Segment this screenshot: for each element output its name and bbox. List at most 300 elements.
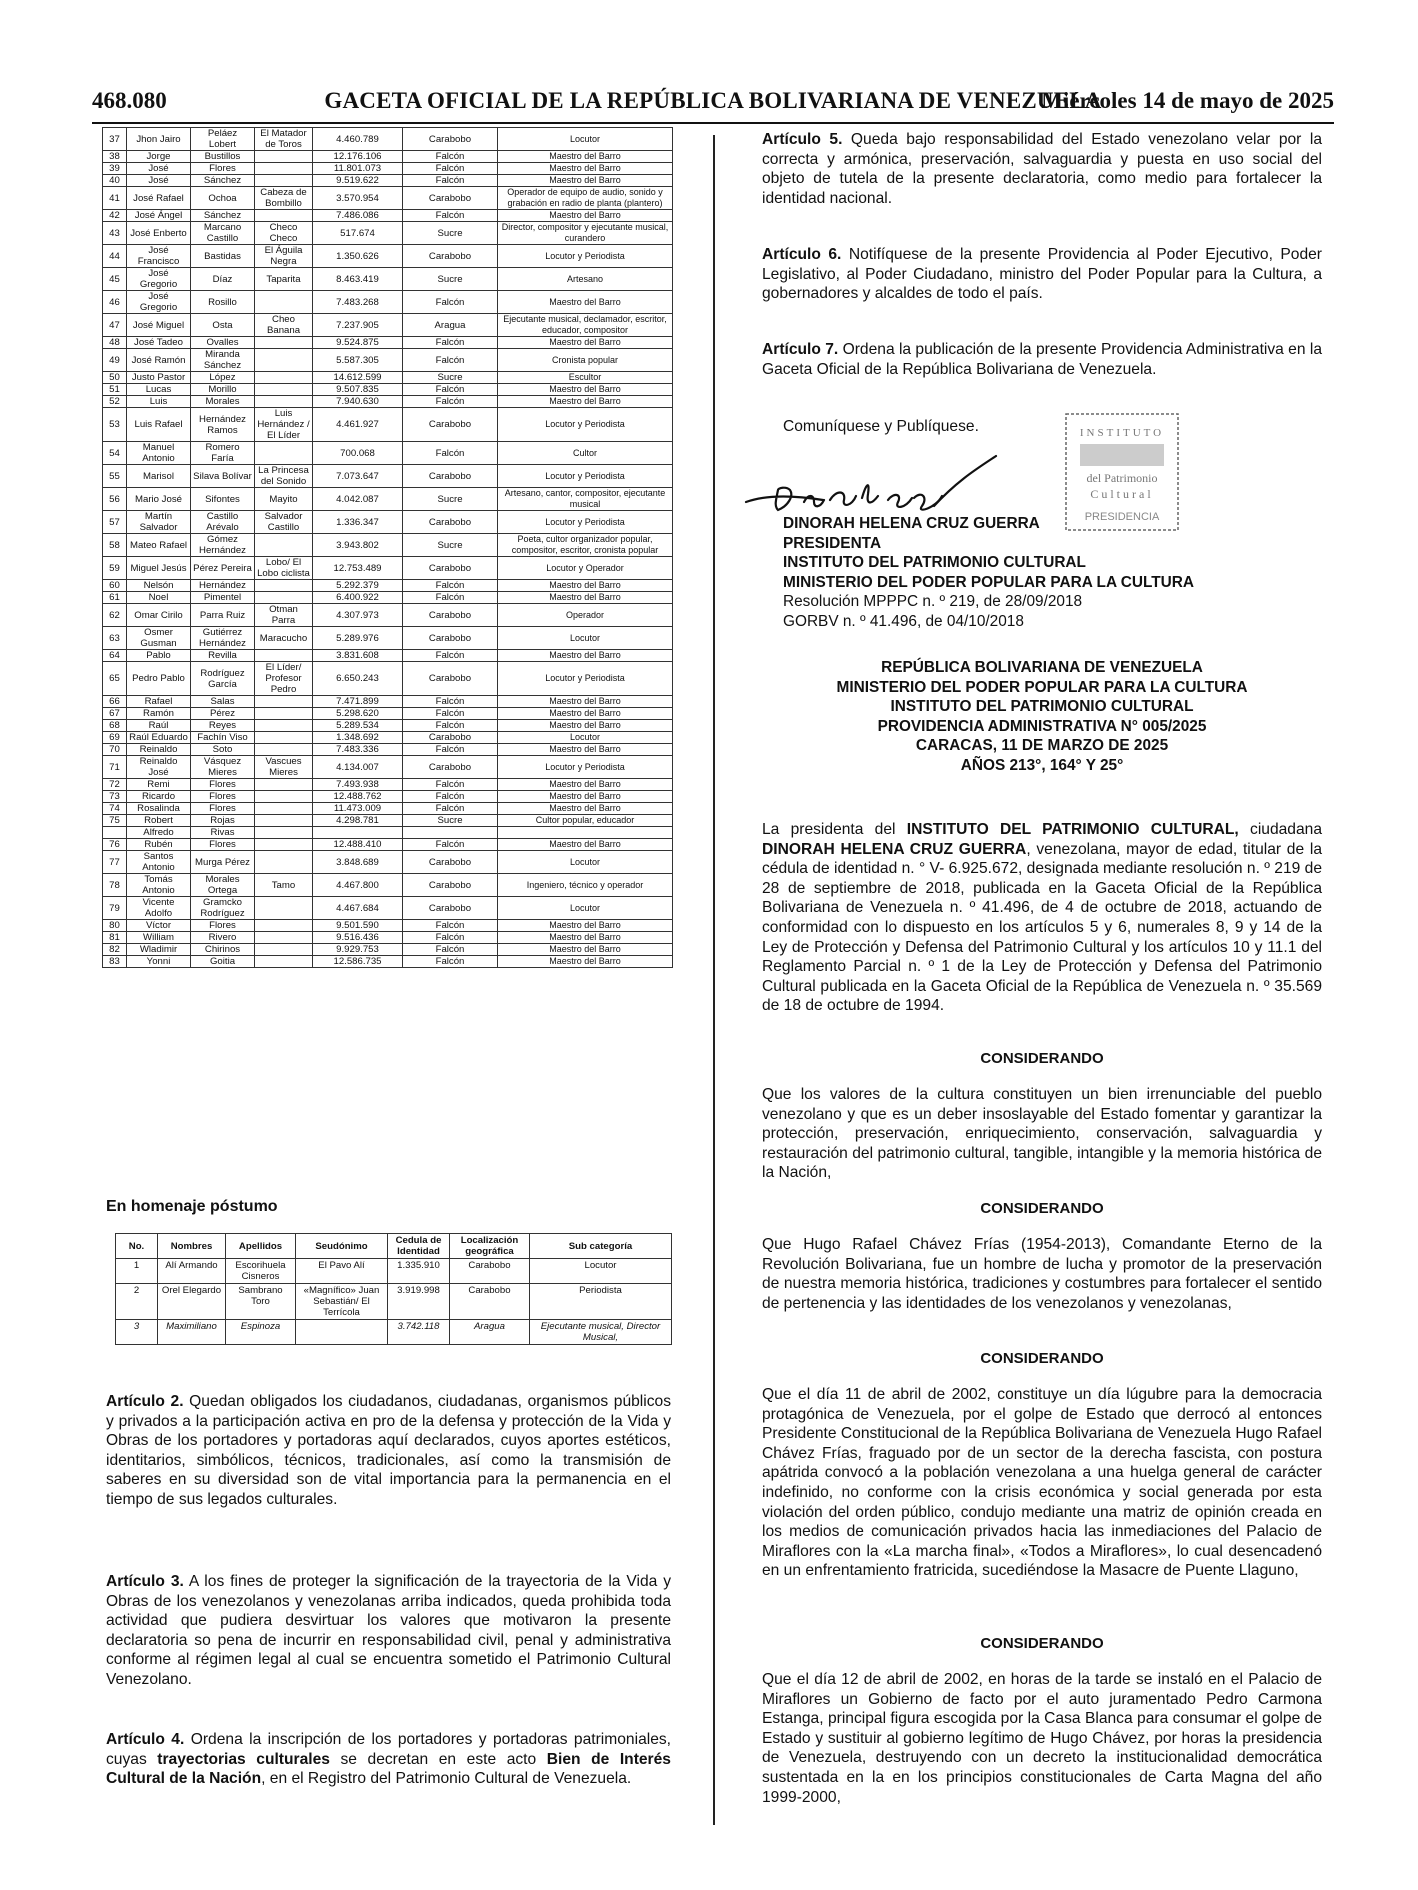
cell-last-names: Hernández Ramos (191, 408, 255, 442)
cell-id-number: 5.289.534 (313, 720, 403, 732)
cell-last-names: Flores (191, 791, 255, 803)
cell-last-names: Goitia (191, 956, 255, 968)
cell-subcategory: Operador (498, 604, 673, 627)
cell-subcategory: Maestro del Barro (498, 839, 673, 851)
cell-first-names: Rubén (127, 839, 191, 851)
cell-subcategory: Locutor y Periodista (498, 408, 673, 442)
cell-row-number: 61 (103, 592, 127, 604)
cell-last-names: Murga Pérez (191, 851, 255, 874)
homenaje-cell: Maximiliano (158, 1320, 226, 1345)
cell-subcategory: Maestro del Barro (498, 744, 673, 756)
cell-id-number: 7.486.086 (313, 210, 403, 222)
page-number: 468.080 (92, 88, 167, 113)
cell-id-number: 6.400.922 (313, 592, 403, 604)
cell-nickname (255, 210, 313, 222)
table-row (103, 349, 673, 372)
cell-subcategory: Maestro del Barro (498, 720, 673, 732)
signature-block (783, 514, 1194, 632)
cell-row-number: 55 (103, 465, 127, 488)
cell-last-names: Gómez Hernández (191, 534, 255, 557)
cell-row-number (103, 827, 127, 839)
cell-row-number: 72 (103, 779, 127, 791)
homenaje-header: Seudónimo (296, 1234, 388, 1259)
cell-subcategory: Maestro del Barro (498, 791, 673, 803)
cell-first-names: Rafael (127, 696, 191, 708)
cell-subcategory: Maestro del Barro (498, 151, 673, 163)
cell-subcategory: Locutor (498, 627, 673, 650)
table-row (103, 408, 673, 442)
table-row (103, 245, 673, 268)
cell-first-names: Reinaldo José (127, 756, 191, 779)
cell-nickname (255, 291, 313, 314)
article-3: Artículo 3. A los fines de proteger la significación de la trayectoria de la Vida y Obras de los venezolanos y venezolanas arriba indicados, queda prohibida toda actividad que pudiera desvirtuar los valores que motivaron la presente declaratoria so pena de incurrir en responsabilidad civil, penal y administrativa conforme al régimen legal al cual se encuentra sometido el Patrimonio Cultural Venezolano. (106, 1573, 672, 1688)
signer-role: PRESIDENTA (783, 534, 882, 552)
cell-location: Carabobo (403, 128, 498, 151)
table-row (103, 920, 673, 932)
homenaje-cell: Aragua (450, 1320, 530, 1345)
cell-last-names: Ovalles (191, 337, 255, 349)
cell-subcategory: Maestro del Barro (498, 291, 673, 314)
cell-subcategory: Maestro del Barro (498, 163, 673, 175)
cell-id-number: 9.929.753 (313, 944, 403, 956)
considerando-heading-4: CONSIDERANDO (980, 1635, 1104, 1652)
cell-last-names: Pérez Pereira (191, 557, 255, 580)
cell-row-number: 52 (103, 396, 127, 408)
cell-subcategory: Maestro del Barro (498, 580, 673, 592)
cell-first-names: Alfredo (127, 827, 191, 839)
cell-last-names: Ochoa (191, 187, 255, 210)
cell-last-names: Revilla (191, 650, 255, 662)
cell-row-number: 44 (103, 245, 127, 268)
cell-last-names: Silava Bolívar (191, 465, 255, 488)
table-row (103, 291, 673, 314)
cell-id-number: 7.471.899 (313, 696, 403, 708)
cell-first-names: Raúl Eduardo (127, 732, 191, 744)
cell-id-number: 7.483.336 (313, 744, 403, 756)
cell-subcategory: Cultor (498, 442, 673, 465)
cell-row-number: 56 (103, 488, 127, 511)
cell-location: Falcón (403, 580, 498, 592)
homenaje-header: No. (116, 1234, 158, 1259)
table-row (103, 956, 673, 968)
cell-last-names: Sánchez (191, 175, 255, 187)
cell-row-number: 81 (103, 932, 127, 944)
table-row (103, 128, 673, 151)
cell-first-names: Vicente Adolfo (127, 897, 191, 920)
cell-nickname (255, 732, 313, 744)
cell-location: Falcón (403, 779, 498, 791)
cell-first-names: Noel (127, 592, 191, 604)
considerando-3: Que el día 11 de abril de 2002, constituye un día lúgubre para la democracia protagónica de Venezuela, por el golpe de Estado que derrocó al entonces Presidente Constitucional de la República Bolivariana de Venezuela Hugo Rafael Chávez Frías, fraguado por de un sector de la derecha fascista, con postura apátrida convocó a la población venezolana a una huelga general de carácter indefinido, no conforme con la crisis económica y social generada por esta violación del orden público, condujo mediante una matriz de opinión creada en los medios de comunicación privados hacia las inmediaciones del Palacio de Miraflores con la «La marcha final», «Todos a Miraflores», lo cual desencadenó en un enfrentamiento fratricida, sucediéndose la Masacre de Puente Llaguno, (762, 1386, 1323, 1580)
cell-location: Carabobo (403, 465, 498, 488)
cell-first-names: Osmer Gusman (127, 627, 191, 650)
cell-last-names: Castillo Arévalo (191, 511, 255, 534)
table-row (103, 314, 673, 337)
cell-subcategory: Director, compositor y ejecutante musical, curandero (498, 222, 673, 245)
table-row (103, 384, 673, 396)
cell-subcategory: Locutor (498, 897, 673, 920)
cell-row-number: 69 (103, 732, 127, 744)
article-4: Artículo 4. Ordena la inscripción de los portadores y portadoras patrimoniales, cuyas trayectorias culturales se decretan en este acto Bien de Interés Cultural de la Nación, en el Registro del Patrimonio Cultural de Venezuela. (106, 1731, 672, 1788)
cell-row-number: 74 (103, 803, 127, 815)
cell-last-names: Rojas (191, 815, 255, 827)
cell-location: Carabobo (403, 557, 498, 580)
cell-row-number: 80 (103, 920, 127, 932)
signer-gorbv: GORBV n. º 41.496, de 04/10/2018 (783, 612, 1024, 630)
cell-id-number: 5.289.976 (313, 627, 403, 650)
table-row (103, 592, 673, 604)
cell-first-names: José Gregorio (127, 268, 191, 291)
cell-first-names: Justo Pastor (127, 372, 191, 384)
homenaje-cell: Ejecutante musical, Director Musical, (530, 1320, 672, 1345)
homenaje-cell: 3.742.118 (388, 1320, 450, 1345)
cell-id-number: 9.524.875 (313, 337, 403, 349)
homenaje-cell: Escorihuela Cisneros (226, 1259, 296, 1284)
cell-nickname: Salvador Castillo (255, 511, 313, 534)
cell-first-names: Ricardo (127, 791, 191, 803)
cell-id-number: 517.674 (313, 222, 403, 245)
gazette-header (92, 88, 1334, 124)
cell-nickname: El Águila Negra (255, 245, 313, 268)
cell-id-number: 7.493.938 (313, 779, 403, 791)
table-row (103, 874, 673, 897)
cell-location: Carabobo (403, 874, 498, 897)
cell-first-names: Wladimir (127, 944, 191, 956)
cell-nickname (255, 744, 313, 756)
cell-nickname (255, 944, 313, 956)
cell-row-number: 76 (103, 839, 127, 851)
cell-id-number: 5.587.305 (313, 349, 403, 372)
table-row (103, 708, 673, 720)
cell-subcategory: Ejecutante musical, declamador, escritor, educador, compositor (498, 314, 673, 337)
cell-first-names: Jhon Jairo (127, 128, 191, 151)
cell-row-number: 75 (103, 815, 127, 827)
cell-first-names: Martín Salvador (127, 511, 191, 534)
cell-nickname: Lobo/ El Lobo ciclista (255, 557, 313, 580)
cell-last-names: Pimentel (191, 592, 255, 604)
cell-row-number: 60 (103, 580, 127, 592)
cell-subcategory: Operador de equipo de audio, sonido y grabación en radio de planta (plantero) (498, 187, 673, 210)
homenaje-title: En homenaje póstumo (106, 1198, 278, 1215)
cell-subcategory: Locutor y Periodista (498, 245, 673, 268)
homenaje-cell (296, 1320, 388, 1345)
cell-subcategory: Artesano, cantor, compositor, ejecutante musical (498, 488, 673, 511)
comuniquese-line: Comuníquese y Publíquese. (783, 418, 979, 435)
homenaje-cell: El Pavo Alí (296, 1259, 388, 1284)
cell-nickname (255, 956, 313, 968)
considerando-4: Que el día 12 de abril de 2002, en horas de la tarde se instaló en el Palacio de Miraflores un Gobierno de facto por el auto juramentado Pedro Carmona Estanga, principal figura escogida por la Casa Blanca para consumar el golpe de Estado y sustituir al gobierno legítimo de Hugo Chávez, por horas la presidencia de Venezuela, destruyendo con un decreto la institucionalidad democrática sustentada en la en los principios constitucionales de Carta Magna del año 1999-2000, (762, 1671, 1322, 1806)
signer-resolution: Resolución MPPPC n. º 219, de 28/09/2018 (783, 593, 1083, 611)
cell-subcategory: Locutor y Periodista (498, 662, 673, 696)
table-row (103, 827, 673, 839)
cell-nickname (255, 175, 313, 187)
cell-last-names: Flores (191, 839, 255, 851)
cell-id-number: 8.463.419 (313, 268, 403, 291)
cell-last-names: Reyes (191, 720, 255, 732)
cell-id-number (313, 827, 403, 839)
cell-id-number: 11.473.009 (313, 803, 403, 815)
cell-id-number: 12.176.106 (313, 151, 403, 163)
homenaje-cell: 3 (116, 1320, 158, 1345)
cell-first-names: Yonni (127, 956, 191, 968)
table-row (103, 337, 673, 349)
cell-row-number: 46 (103, 291, 127, 314)
cell-id-number: 14.612.599 (313, 372, 403, 384)
cell-location: Aragua (403, 314, 498, 337)
homenaje-header: Nombres (158, 1234, 226, 1259)
cell-first-names: José Francisco (127, 245, 191, 268)
homenaje-header: Localización geográfica (450, 1234, 530, 1259)
cell-subcategory: Maestro del Barro (498, 337, 673, 349)
cell-id-number: 4.460.789 (313, 128, 403, 151)
considerando-heading-2: CONSIDERANDO (980, 1200, 1104, 1217)
cell-first-names: Lucas (127, 384, 191, 396)
cell-location: Falcón (403, 791, 498, 803)
cell-location: Carabobo (403, 245, 498, 268)
cell-subcategory: Maestro del Barro (498, 803, 673, 815)
table-row (103, 442, 673, 465)
cell-nickname (255, 337, 313, 349)
cell-last-names: Osta (191, 314, 255, 337)
cell-nickname (255, 442, 313, 465)
cell-first-names: Remi (127, 779, 191, 791)
cell-subcategory: Locutor y Periodista (498, 756, 673, 779)
cell-last-names: Romero Faría (191, 442, 255, 465)
homenaje-cell: Sambrano Toro (226, 1284, 296, 1320)
cell-first-names: Pedro Pablo (127, 662, 191, 696)
cell-id-number: 1.350.626 (313, 245, 403, 268)
cell-subcategory: Poeta, cultor organizador popular, compositor, escritor, cronista popular (498, 534, 673, 557)
cell-location: Carabobo (403, 662, 498, 696)
cell-location: Falcón (403, 442, 498, 465)
cell-location: Sucre (403, 534, 498, 557)
table-row (103, 557, 673, 580)
cell-row-number: 57 (103, 511, 127, 534)
cell-id-number: 9.516.436 (313, 932, 403, 944)
cell-row-number: 77 (103, 851, 127, 874)
cell-subcategory: Maestro del Barro (498, 932, 673, 944)
cell-first-names: Mateo Rafael (127, 534, 191, 557)
table-row (103, 534, 673, 557)
cell-subcategory: Locutor (498, 128, 673, 151)
cell-nickname (255, 696, 313, 708)
homenaje-cell: 3.919.998 (388, 1284, 450, 1320)
cell-last-names: Vásquez Mieres (191, 756, 255, 779)
table-row (103, 662, 673, 696)
cell-first-names: Víctor (127, 920, 191, 932)
signer-name: DINORAH HELENA CRUZ GUERRA (783, 515, 1040, 532)
issue-date: Miércoles 14 de mayo de 2025 (1041, 88, 1334, 113)
cell-subcategory (498, 827, 673, 839)
cell-location: Carabobo (403, 897, 498, 920)
cell-nickname: La Princesa del Sonido (255, 465, 313, 488)
article-2: Artículo 2. Quedan obligados los ciudadanos, ciudadanas, organismos públicos y privados a la participación activa en pro de la defensa y protección de la Vida y Obras de los portadores y portadoras aquí declarados, cuyos aportes estéticos, identitarios, simbólicos, técnicos, tradicionales, así como la transmisión de saberes en su diversidad son de vital importancia para la permanencia en el tiempo de sus legados culturales. (106, 1393, 671, 1508)
cell-last-names: Gramcko Rodríguez (191, 897, 255, 920)
cell-last-names: Rosillo (191, 291, 255, 314)
cell-location: Carabobo (403, 408, 498, 442)
cell-location: Falcón (403, 151, 498, 163)
cell-first-names: Tomás Antonio (127, 874, 191, 897)
signer-ministry: MINISTERIO DEL PODER POPULAR PARA LA CULTURA (783, 573, 1194, 591)
cell-last-names: Sánchez (191, 210, 255, 222)
cell-first-names: José Miguel (127, 314, 191, 337)
cell-location: Falcón (403, 839, 498, 851)
table-row (103, 187, 673, 210)
cell-first-names: José Ángel (127, 210, 191, 222)
cell-location: Falcón (403, 396, 498, 408)
table-row (103, 151, 673, 163)
cell-id-number: 4.467.800 (313, 874, 403, 897)
cell-id-number: 7.073.647 (313, 465, 403, 488)
cell-subcategory: Maestro del Barro (498, 956, 673, 968)
cell-location: Falcón (403, 337, 498, 349)
cell-row-number: 78 (103, 874, 127, 897)
cell-id-number: 4.467.684 (313, 897, 403, 920)
cell-last-names: Bustillos (191, 151, 255, 163)
cell-row-number: 38 (103, 151, 127, 163)
cell-location (403, 827, 498, 839)
cell-location: Falcón (403, 803, 498, 815)
cell-id-number: 5.298.620 (313, 708, 403, 720)
homenaje-cell: Orel Elegardo (158, 1284, 226, 1320)
cell-first-names: Omar Cirilo (127, 604, 191, 627)
column-divider (713, 135, 715, 1825)
table-row (103, 488, 673, 511)
table-row (103, 396, 673, 408)
cell-subcategory: Artesano (498, 268, 673, 291)
cell-first-names: Luis Rafael (127, 408, 191, 442)
table-row (103, 803, 673, 815)
cell-first-names: José Tadeo (127, 337, 191, 349)
cell-nickname (255, 897, 313, 920)
cell-id-number: 7.483.268 (313, 291, 403, 314)
signer-institute: INSTITUTO DEL PATRIMONIO CULTURAL (783, 554, 1086, 572)
cell-subcategory: Locutor y Operador (498, 557, 673, 580)
article-5: Artículo 5. Queda bajo responsabilidad del Estado venezolano velar por la correcta y armónica, preservación, salvaguardia y puesta en uso social del objeto de tutela de la presente declaratoria, como medio para fortalecer la identidad nacional. (762, 131, 1323, 207)
cell-location: Falcón (403, 175, 498, 187)
cell-location: Carabobo (403, 756, 498, 779)
providencia-heading: REPÚBLICA BOLIVARIANA DE VENEZUELA MINISTERIO DEL PODER POPULAR PARA LA CULTURA INSTITUTO DEL PATRIMONIO CULTURAL PROVIDENCIA ADMINISTRATIVA N° 005/2025 CARACAS, 11 DE MARZO DE 2025 AÑOS 213°, 164° Y 25° (836, 659, 1248, 774)
homenaje-row (116, 1320, 672, 1345)
homenaje-cell: Alí Armando (158, 1259, 226, 1284)
cell-location: Falcón (403, 696, 498, 708)
stamp-line-1: INSTITUTO (1079, 427, 1165, 439)
cell-id-number: 7.237.905 (313, 314, 403, 337)
cell-nickname (255, 396, 313, 408)
cell-subcategory: Maestro del Barro (498, 920, 673, 932)
cell-subcategory: Escultor (498, 372, 673, 384)
cell-row-number: 65 (103, 662, 127, 696)
cell-location: Carabobo (403, 732, 498, 744)
cell-first-names: Marisol (127, 465, 191, 488)
cell-row-number: 62 (103, 604, 127, 627)
cell-id-number: 11.801.073 (313, 163, 403, 175)
cell-location: Falcón (403, 932, 498, 944)
stamp-emblem (1080, 444, 1164, 466)
cell-nickname (255, 592, 313, 604)
homenaje-cell: 1 (116, 1259, 158, 1284)
cell-subcategory: Locutor (498, 851, 673, 874)
cell-row-number: 79 (103, 897, 127, 920)
cell-row-number: 39 (103, 163, 127, 175)
cell-location: Falcón (403, 349, 498, 372)
cell-nickname: Mayito (255, 488, 313, 511)
cell-id-number: 12.488.762 (313, 791, 403, 803)
cell-id-number: 3.848.689 (313, 851, 403, 874)
cell-location: Falcón (403, 650, 498, 662)
cell-first-names: Pablo (127, 650, 191, 662)
cell-id-number: 4.298.781 (313, 815, 403, 827)
cell-nickname: El Matador de Toros (255, 128, 313, 151)
cell-first-names: Rosalinda (127, 803, 191, 815)
cell-last-names: Sifontes (191, 488, 255, 511)
homenaje-cell: 2 (116, 1284, 158, 1320)
cell-id-number: 4.307.973 (313, 604, 403, 627)
cell-last-names: Flores (191, 803, 255, 815)
table-row (103, 897, 673, 920)
cell-nickname (255, 349, 313, 372)
cell-nickname: El Líder/ Profesor Pedro (255, 662, 313, 696)
cell-first-names: José (127, 163, 191, 175)
cell-subcategory: Maestro del Barro (498, 592, 673, 604)
homenaje-cell: 1.335.910 (388, 1259, 450, 1284)
cell-first-names: Nelsón (127, 580, 191, 592)
cell-subcategory: Locutor y Periodista (498, 511, 673, 534)
cell-subcategory: Maestro del Barro (498, 210, 673, 222)
cell-row-number: 58 (103, 534, 127, 557)
cell-subcategory: Locutor y Periodista (498, 465, 673, 488)
cell-first-names: José Ramón (127, 349, 191, 372)
cell-nickname (255, 151, 313, 163)
cell-subcategory: Maestro del Barro (498, 944, 673, 956)
cell-id-number: 700.068 (313, 442, 403, 465)
cell-nickname (255, 708, 313, 720)
cell-subcategory: Cronista popular (498, 349, 673, 372)
table-row (103, 815, 673, 827)
homenaje-header: Apellidos (226, 1234, 296, 1259)
cell-last-names: Flores (191, 920, 255, 932)
table-row (103, 851, 673, 874)
table-row (103, 720, 673, 732)
cell-last-names: Pérez (191, 708, 255, 720)
cell-row-number: 51 (103, 384, 127, 396)
cell-row-number: 68 (103, 720, 127, 732)
cell-location: Carabobo (403, 511, 498, 534)
cell-id-number: 7.940.630 (313, 396, 403, 408)
table-row (103, 210, 673, 222)
cell-location: Carabobo (403, 187, 498, 210)
cell-subcategory: Ingeniero, técnico y operador (498, 874, 673, 897)
cell-subcategory: Cultor popular, educador (498, 815, 673, 827)
cell-first-names: Miguel Jesús (127, 557, 191, 580)
cell-nickname (255, 803, 313, 815)
cell-location: Falcón (403, 291, 498, 314)
cell-location: Sucre (403, 372, 498, 384)
cell-id-number: 4.461.927 (313, 408, 403, 442)
cell-subcategory: Maestro del Barro (498, 650, 673, 662)
homenaje-row (116, 1284, 672, 1320)
cell-id-number: 9.507.835 (313, 384, 403, 396)
cell-location: Falcón (403, 592, 498, 604)
table-row (103, 756, 673, 779)
providencia-intro: La presidenta del INSTITUTO DEL PATRIMONIO CULTURAL, ciudadana DINORAH HELENA CRUZ GUERRA, venezolana, mayor de edad, titular de la cédula de identidad n. ° V- 6.925.672, designada mediante resolución n. º 219 de 28 de septiembre de 2018, publicada en la Gaceta Oficial de la República Bolivariana de Venezuela n. º 41.496, de 4 de octubre de 2018, actuando de conformidad con lo dispuesto en los artículos 5 y 6, numerales 8, 9 y 14 de la Ley de Protección y Defensa del Patrimonio Cultural y los artículos 10 y 11.1 del Reglamento Parcial n. º 1 de la Ley de Protección y Defensa del Patrimonio Cultural publicada en la Gaceta Oficial de la República de Venezuela n. º 35.569 de 18 de octubre de 1994. (762, 821, 1322, 1015)
cell-last-names: Peláez Lobert (191, 128, 255, 151)
cell-first-names: Luis (127, 396, 191, 408)
cell-nickname: Maracucho (255, 627, 313, 650)
cell-nickname (255, 839, 313, 851)
cell-row-number: 37 (103, 128, 127, 151)
table-row (103, 372, 673, 384)
